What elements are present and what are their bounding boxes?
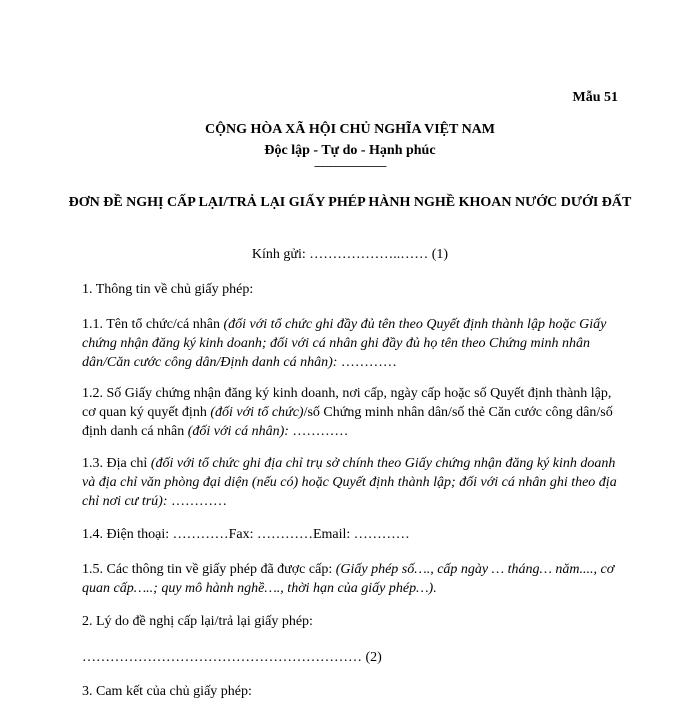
section-1-3-blank: ………… (167, 494, 227, 509)
section-1-2-lead: 1.2. Số Giấy chứng nhận đăng ký kinh doanh, nơi cấp, ngày cấp hoặc số Quyết định thành lập, cơ quan ký quyết định (82, 386, 612, 420)
national-motto: Độc lập - Tự do - Hạnh phúc (264, 143, 436, 158)
section-1-2 (82, 384, 622, 441)
recipient-line: Kính gửi: ………………..…… (1) (251, 247, 449, 262)
section-1-2-note-org: (đối với tổ chức) (210, 405, 304, 420)
national-title: CỘNG HÒA XÃ HỘI CHỦ NGHĨA VIỆT NAM (204, 122, 495, 137)
section-1-heading: 1. Thông tin về chủ giấy phép: (82, 282, 254, 297)
section-1-5 (82, 560, 622, 598)
section-1-2-mid: /số Chứng minh nhân dân/số thẻ Căn cước công dân/số định danh cá nhân (82, 405, 613, 439)
section-1-3-lead: 1.3. Địa chỉ (82, 456, 151, 471)
document-title: ĐƠN ĐỀ NGHỊ CẤP LẠI/TRẢ LẠI GIẤY PHÉP HÀNH NGHỀ KHOAN NƯỚC DƯỚI ĐẤT (68, 195, 632, 210)
section-1-1 (82, 315, 622, 372)
section-1-1-lead: 1.1. Tên tổ chức/cá nhân (82, 317, 224, 332)
section-2-heading: 2. Lý do đề nghị cấp lại/trả lại giấy phép: (82, 614, 313, 629)
section-1-4: 1.4. Điện thoại: …………Fax: …………Email: ………… (82, 527, 410, 542)
section-1-1-blank: ………… (337, 355, 397, 370)
section-1-5-lead: 1.5. Các thông tin về giấy phép đã được cấp: (82, 562, 336, 577)
section-1-1-note: (đối với tổ chức ghi đầy đủ tên theo Quyết định thành lập hoặc Giấy chứng nhận đăng ký kinh doanh; đối với cá nhân ghi đầy đủ họ tên theo Chứng minh nhân dân/Căn cước công dân/Định danh cá nhân): (82, 317, 607, 370)
section-1-2-blank: ………… (288, 424, 349, 439)
form-code: Mẫu 51 (572, 90, 618, 105)
header-separator: --------------------------- (314, 160, 386, 172)
section-3-heading: 3. Cam kết của chủ giấy phép: (82, 684, 252, 699)
section-2-blank-line: …………………………………………………… (2) (82, 650, 382, 665)
section-1-3 (82, 454, 622, 511)
section-1-2-note-person: (đối với cá nhân): (187, 424, 289, 439)
section-1-3-note: (đối với tổ chức ghi địa chỉ trụ sở chính theo Giấy chứng nhận đăng ký kinh doanh và địa chỉ văn phòng đại diện (nếu có) hoặc Quyết định thành lập; đối với cá nhân ghi theo địa chỉ nơi cư trú): (82, 456, 617, 509)
section-1-5-note: (Giấy phép số…., cấp ngày … tháng… năm...., cơ quan cấp…..; quy mô hành nghề…., thời hạn của giấy phép…). (82, 562, 615, 596)
